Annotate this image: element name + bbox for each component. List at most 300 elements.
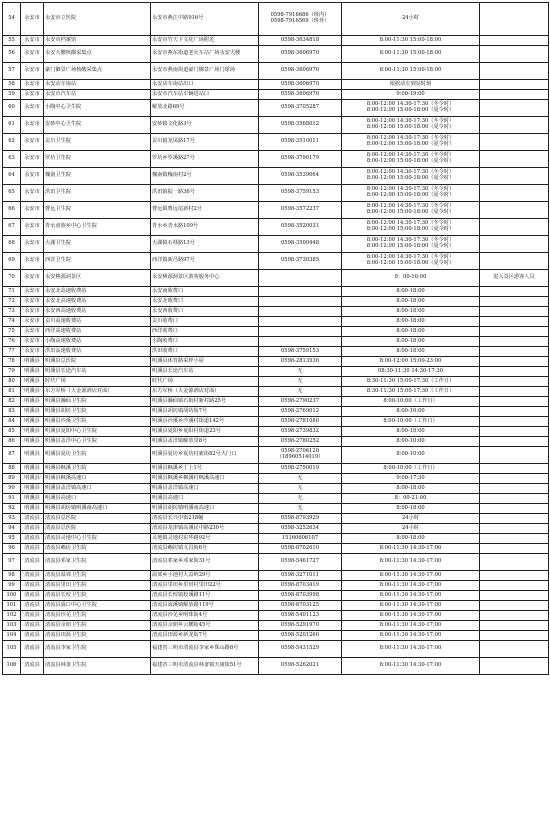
- address-cell: 永安西收费口: [151, 307, 259, 317]
- table-row: [3, 151, 549, 168]
- phone-cell: 0598-5401123: [259, 611, 342, 621]
- sites-table: [2, 2, 549, 675]
- phone-cell: 0598-3520031: [259, 219, 342, 236]
- note-cell: [480, 641, 549, 658]
- county-cell: 永安市: [21, 90, 44, 100]
- phone-cell: 无: [259, 484, 342, 494]
- hours-cell: 8:00-18:00: [342, 484, 480, 494]
- note-cell: [480, 464, 549, 474]
- site-name-cell: 永安大腰核酸采集点: [44, 46, 151, 63]
- phone-cell: 无: [259, 474, 342, 484]
- hours-cell: 24小时: [342, 514, 480, 524]
- row-number: 101: [3, 601, 21, 611]
- county-cell: 永安市: [21, 46, 44, 63]
- hours-cell: 8:00-11:30 14:30-17:00: [342, 611, 480, 621]
- table-row: [3, 63, 549, 80]
- row-number: 65: [3, 185, 21, 202]
- phone-cell: 0598-8703998: [259, 591, 342, 601]
- address-cell: 明溪县长途汽车站: [151, 367, 259, 377]
- note-cell: [480, 327, 549, 337]
- row-number: 98: [3, 571, 21, 581]
- hours-cell: 9:00-19:00: [342, 90, 480, 100]
- row-number: 70: [3, 270, 21, 287]
- address-cell: 东方军桥（大金源酒店对面）: [151, 387, 259, 397]
- site-name-cell: 清流县李家卫生院: [44, 641, 151, 658]
- county-cell: 清流县: [21, 591, 44, 601]
- site-name-cell: 清流县里田卫生院: [44, 581, 151, 591]
- phone-cell: 0598-2739832: [259, 427, 342, 437]
- hours-cell: 8:00-12:00 14:30-17:30（冬令时） 8:00-12:00 15:00-18:00（夏令时）: [342, 219, 480, 236]
- address-cell: 清流县赖坊镇文昌街6号: [151, 544, 259, 554]
- row-number: 57: [3, 63, 21, 80]
- note-cell: [480, 117, 549, 134]
- row-number: 84: [3, 417, 21, 427]
- row-number: 103: [3, 621, 21, 631]
- phone-cell: [259, 337, 342, 347]
- address-cell: 槐南镇槐南村2号: [151, 168, 259, 185]
- phone-cell: 0598-3500448: [259, 236, 342, 253]
- address-cell: 西洋收费口: [151, 327, 259, 337]
- row-number: 77: [3, 347, 21, 357]
- table-row: [3, 611, 549, 621]
- note-cell: [480, 90, 549, 100]
- site-name-cell: 洪田卫生院: [44, 185, 151, 202]
- table-row: [3, 202, 549, 219]
- site-name-cell: 永安市汽车站: [44, 90, 151, 100]
- row-number: 92: [3, 504, 21, 514]
- hours-cell: 8:00-10:00: [342, 437, 480, 447]
- address-cell: 明溪县盖洋镇解放里8号: [151, 437, 259, 447]
- site-name-cell: 永安市档案馆: [44, 36, 151, 46]
- county-cell: 永安市: [21, 185, 44, 202]
- table-row: [3, 168, 549, 185]
- county-cell: 清流县: [21, 544, 44, 554]
- note-cell: [480, 357, 549, 367]
- county-cell: 永安市: [21, 253, 44, 270]
- row-number: 105: [3, 641, 21, 658]
- hours-cell: 8:00-11:30 14:30-17:00: [342, 591, 480, 601]
- note-cell: [480, 307, 549, 317]
- address-cell: 明溪县高速口: [151, 494, 259, 504]
- table-row: [3, 484, 549, 494]
- phone-cell: 0598-3606970: [259, 80, 342, 90]
- address-cell: 清流县田源乡新龙街7号: [151, 631, 259, 641]
- note-cell: [480, 236, 549, 253]
- site-name-cell: 明溪县枫溪高速口: [44, 474, 151, 484]
- site-name-cell: 明溪县瀚仙卫生院: [44, 397, 151, 407]
- county-cell: 清流县: [21, 571, 44, 581]
- note-cell: [480, 504, 549, 514]
- table-row: [3, 387, 549, 397]
- county-cell: 清流县: [21, 621, 44, 631]
- table-row: [3, 641, 549, 658]
- hours-cell: 8:00-12:00 14:30-17:30（冬令时） 8:00-12:00 15:00-18:00（夏令时）: [342, 151, 480, 168]
- hours-cell: 8:00-11:30 14:30-17:00: [342, 621, 480, 631]
- county-cell: 明溪县: [21, 397, 44, 407]
- address-cell: 罗坊乡罗溪路27号: [151, 151, 259, 168]
- phone-cell: 0598-3568012: [259, 117, 342, 134]
- table-row: [3, 46, 549, 63]
- row-number: 61: [3, 117, 21, 134]
- site-name-cell: 清流县余朋卫生院: [44, 621, 151, 631]
- address-cell: 明溪县枫溪乡丁上1号: [151, 464, 259, 474]
- row-number: 56: [3, 46, 21, 63]
- hours-cell: 8:00-10:00（工作日）: [342, 464, 480, 474]
- table-row: [3, 90, 549, 100]
- row-number: 88: [3, 464, 21, 474]
- row-number: 82: [3, 397, 21, 407]
- address-cell: 解放北路69号: [151, 100, 259, 117]
- table-row: [3, 347, 549, 357]
- row-number: 58: [3, 80, 21, 90]
- table-body: [3, 3, 549, 675]
- address-cell: 明溪县胡坊镇胡坊街7号: [151, 407, 259, 417]
- address-cell: 小陶收费口: [151, 337, 259, 347]
- county-cell: 永安市: [21, 117, 44, 134]
- county-cell: 清流县: [21, 554, 44, 571]
- row-number: 64: [3, 168, 21, 185]
- row-number: 85: [3, 427, 21, 437]
- phone-cell: 0598-3606970: [259, 63, 342, 80]
- hours-cell: 8:00-18:00: [342, 327, 480, 337]
- table-row: [3, 80, 549, 90]
- note-cell: [480, 185, 549, 202]
- note-cell: [480, 484, 549, 494]
- county-cell: 永安市: [21, 287, 44, 297]
- county-cell: 明溪县: [21, 464, 44, 474]
- county-cell: 清流县: [21, 514, 44, 524]
- county-cell: 清流县: [21, 581, 44, 591]
- site-name-cell: 明溪县总医院: [44, 357, 151, 367]
- address-cell: 福建省三明市清流县林畲镇天康街51号: [151, 658, 259, 675]
- hours-cell: 8:00-11:30 14:30-17:00: [342, 544, 480, 554]
- phone-cell: 0598-2769012: [259, 407, 342, 417]
- address-cell: 安砂镇文化路3号: [151, 117, 259, 134]
- site-name-cell: 明溪县胡坊卫生院: [44, 407, 151, 417]
- row-number: 106: [3, 658, 21, 675]
- site-name-cell: 清流县嵩口中心卫生院: [44, 601, 151, 611]
- address-cell: 永安市竹天下文化广场附近: [151, 36, 259, 46]
- county-cell: 明溪县: [21, 437, 44, 447]
- site-name-cell: 明溪县枫溪卫生院: [44, 464, 151, 474]
- table-row: [3, 571, 549, 581]
- site-name-cell: 豪门御景广场核酸采集点: [44, 63, 151, 80]
- address-cell: 清流县里田乡里田村里田22号: [151, 581, 259, 591]
- county-cell: 永安市: [21, 317, 44, 327]
- row-number: 94: [3, 524, 21, 534]
- phone-cell: 0598-2706120（18960514019）: [259, 447, 342, 464]
- county-cell: 永安市: [21, 347, 44, 357]
- hours-cell: 8:30-11:30 15:00-17:30（工作日）: [342, 387, 480, 397]
- phone-cell: 0598-8703419: [259, 581, 342, 591]
- row-number: 68: [3, 236, 21, 253]
- phone-cell: 无: [259, 377, 342, 387]
- table-row: [3, 317, 549, 327]
- site-name-cell: 贡川高速收费站: [44, 317, 151, 327]
- table-row: [3, 397, 549, 407]
- site-name-cell: 永安桃源洞景区: [44, 270, 151, 287]
- site-name-cell: 洪田高速收费站: [44, 347, 151, 357]
- hours-cell: 8:00-11:30 15:00-18:00: [342, 63, 480, 80]
- table-row: [3, 621, 549, 631]
- row-number: 62: [3, 134, 21, 151]
- site-name-cell: 明溪县盖洋镇高速口: [44, 484, 151, 494]
- site-name-cell: 大湖卫生院: [44, 236, 151, 253]
- row-number: 76: [3, 337, 21, 347]
- site-name-cell: 小陶中心卫生院: [44, 100, 151, 117]
- county-cell: 永安市: [21, 151, 44, 168]
- site-name-cell: 时代广场: [44, 377, 151, 387]
- address-cell: 永安北收费口: [151, 297, 259, 307]
- phone-cell: 0598-3252634: [259, 524, 342, 534]
- note-cell: [480, 407, 549, 417]
- table-row: [3, 134, 549, 151]
- address-cell: 清流县长校镇校溪路11号: [151, 591, 259, 601]
- site-name-cell: 罗坊卫生院: [44, 151, 151, 168]
- phone-cell: 0598-2750019: [259, 464, 342, 474]
- address-cell: 明溪县枫溪乡枫溪村枫溪高速口: [151, 474, 259, 484]
- row-number: 72: [3, 297, 21, 307]
- note-cell: [480, 151, 549, 168]
- county-cell: 明溪县: [21, 377, 44, 387]
- county-cell: 清流县: [21, 641, 44, 658]
- address-cell: 时代广场: [151, 377, 259, 387]
- hours-cell: 8:00-18:00: [342, 504, 480, 514]
- address-cell: 永安南收费口: [151, 287, 259, 297]
- site-name-cell: 槐南卫生院: [44, 168, 151, 185]
- note-cell: [480, 397, 549, 407]
- county-cell: 永安市: [21, 168, 44, 185]
- county-cell: 明溪县: [21, 367, 44, 377]
- phone-cell: 0598-3790179: [259, 151, 342, 168]
- address-cell: 明溪县胡坊镇明溪南高速口: [151, 504, 259, 514]
- row-number: 91: [3, 494, 21, 504]
- hours-cell: 8：00-21:00: [342, 494, 480, 504]
- phone-cell: 无: [259, 504, 342, 514]
- address-cell: 洪田镇振一路36号: [151, 185, 259, 202]
- table-row: [3, 524, 549, 534]
- hours-cell: 8:00-10:00（工作日）: [342, 417, 480, 427]
- row-number: 99: [3, 581, 21, 591]
- phone-cell: 0598-2780252: [259, 437, 342, 447]
- site-name-cell: 贡川卫生院: [44, 134, 151, 151]
- county-cell: 清流县: [21, 611, 44, 621]
- site-name-cell: 清流县沙芜卫生院: [44, 611, 151, 621]
- phone-cell: 0598-5461727: [259, 554, 342, 571]
- table-row: [3, 307, 549, 317]
- note-cell: [480, 253, 549, 270]
- address-cell: 永安市燕南街道豪门御景广场门球场: [151, 63, 259, 80]
- row-number: 104: [3, 631, 21, 641]
- hours-cell: 8:00-18:00: [342, 317, 480, 327]
- row-number: 75: [3, 327, 21, 337]
- address-cell: 明溪县瀚仙镇石街村新村路25号: [151, 397, 259, 407]
- county-cell: 永安市: [21, 3, 44, 36]
- table-row: [3, 367, 549, 377]
- county-cell: 永安市: [21, 219, 44, 236]
- county-cell: 明溪县: [21, 387, 44, 397]
- phone-cell: 0598-8702610: [259, 544, 342, 554]
- hours-cell: 8:00-12:00 15:00-23:00: [342, 357, 480, 367]
- hours-cell: 8:00-18:00: [342, 347, 480, 357]
- phone-cell: 0598-2813536: [259, 357, 342, 367]
- note-cell: [480, 377, 549, 387]
- note-cell: [480, 591, 549, 601]
- note-cell: [480, 202, 549, 219]
- phone-cell: [259, 327, 342, 337]
- hours-cell: 9：00-16:00: [342, 270, 480, 287]
- note-cell: 进入景区游客人员: [480, 270, 549, 287]
- table-row: [3, 447, 549, 464]
- table-row: [3, 658, 549, 675]
- site-name-cell: 西洋高速收费站: [44, 327, 151, 337]
- phone-cell: 0598-3510011: [259, 134, 342, 151]
- note-cell: [480, 3, 549, 36]
- phone-cell: 0598-2790237: [259, 397, 342, 407]
- county-cell: 永安市: [21, 297, 44, 307]
- hours-cell: 8:00-12:00 14:30-17:30（冬令时） 8:00-12:00 15:00-18:00（夏令时）: [342, 253, 480, 270]
- county-cell: 明溪县: [21, 447, 44, 464]
- hours-cell: 8:00-12:00 14:30-17:30（冬令时） 8:00-12:00 15:00-18:00（夏令时）: [342, 117, 480, 134]
- county-cell: 永安市: [21, 80, 44, 90]
- county-cell: 明溪县: [21, 494, 44, 504]
- note-cell: [480, 297, 549, 307]
- phone-cell: [259, 317, 342, 327]
- site-name-cell: 清流县赖坊卫生院: [44, 544, 151, 554]
- phone-cell: [259, 270, 342, 287]
- hours-cell: 根据动车到站时刻: [342, 80, 480, 90]
- address-cell: 福建省三明市清流县李家乡珠山路8号: [151, 641, 259, 658]
- address-cell: 永安桃源洞景区游客服务中心: [151, 270, 259, 287]
- phone-cell: 0598-8793929: [259, 514, 342, 524]
- table-row: [3, 36, 549, 46]
- site-name-cell: 曹远卫生院: [44, 202, 151, 219]
- address-cell: 永安市燕东街道老火车站广场永安大腰: [151, 46, 259, 63]
- table-row: [3, 117, 549, 134]
- note-cell: [480, 581, 549, 591]
- note-cell: [480, 100, 549, 117]
- address-cell: 清流县龙津镇高溪民中路230号: [151, 524, 259, 534]
- phone-cell: 0598-8703125: [259, 601, 342, 611]
- address-cell: 清流县嵩溪镇解放路119号: [151, 601, 259, 611]
- hours-cell: 8:00-10:00: [342, 447, 480, 464]
- site-name-cell: 清流县灵地中心卫生院: [44, 534, 151, 544]
- hours-cell: 8:00-11:30 14:30-17:00: [342, 641, 480, 658]
- note-cell: [480, 554, 549, 571]
- hours-cell: 8:00-10:00: [342, 407, 480, 417]
- table-row: [3, 417, 549, 427]
- site-name-cell: 明溪县夏阳中心卫生院: [44, 427, 151, 437]
- row-number: 54: [3, 3, 21, 36]
- table-row: [3, 544, 549, 554]
- county-cell: 明溪县: [21, 484, 44, 494]
- address-cell: 洪田收费口: [151, 347, 259, 357]
- note-cell: [480, 524, 549, 534]
- row-number: 86: [3, 437, 21, 447]
- table-row: [3, 3, 549, 36]
- address-cell: 贡川镇龙凤路17号: [151, 134, 259, 151]
- phone-cell: [259, 287, 342, 297]
- note-cell: [480, 134, 549, 151]
- note-cell: [480, 631, 549, 641]
- note-cell: [480, 427, 549, 437]
- phone-cell: 0598-3606970: [259, 90, 342, 100]
- table-row: [3, 236, 549, 253]
- note-cell: [480, 621, 549, 631]
- note-cell: [480, 658, 549, 675]
- county-cell: 明溪县: [21, 474, 44, 484]
- county-cell: 永安市: [21, 236, 44, 253]
- phone-cell: 0598-3572237: [259, 202, 342, 219]
- row-number: 79: [3, 367, 21, 377]
- table-row: [3, 554, 549, 571]
- table-row: [3, 504, 549, 514]
- county-cell: 永安市: [21, 134, 44, 151]
- site-name-cell: 清流县总医院: [44, 524, 151, 534]
- phone-cell: 0598-5291970: [259, 621, 342, 631]
- hours-cell: 24小时: [342, 3, 480, 36]
- site-name-cell: 西洋卫生院: [44, 253, 151, 270]
- phone-cell: 0598-3759153: [259, 185, 342, 202]
- row-number: 100: [3, 591, 21, 601]
- row-number: 97: [3, 554, 21, 571]
- hours-cell: 9:00-17:30: [342, 474, 480, 484]
- row-number: 73: [3, 307, 21, 317]
- site-name-cell: 清流县长校卫生院: [44, 591, 151, 601]
- site-name-cell: 清流县总医院: [44, 514, 151, 524]
- phone-cell: 无: [259, 367, 342, 377]
- table-row: [3, 337, 549, 347]
- table-row: [3, 534, 549, 544]
- phone-cell: 0598-3271011: [259, 571, 342, 581]
- note-cell: [480, 347, 549, 357]
- county-cell: 永安市: [21, 307, 44, 317]
- row-number: 63: [3, 151, 21, 168]
- hours-cell: 8:00-11:30 15:00-18:00: [342, 36, 480, 46]
- county-cell: 永安市: [21, 100, 44, 117]
- note-cell: [480, 317, 549, 327]
- table-row: [3, 357, 549, 367]
- row-number: 71: [3, 287, 21, 297]
- row-number: 80: [3, 377, 21, 387]
- table-row: [3, 270, 549, 287]
- address-cell: 明溪县沙溪乡沙溪村街道142号: [151, 417, 259, 427]
- row-number: 83: [3, 407, 21, 417]
- address-cell: 明溪县体育路采样小屋: [151, 357, 259, 367]
- note-cell: [480, 514, 549, 524]
- site-name-cell: 东方军桥（大金源酒店对面）: [44, 387, 151, 397]
- site-name-cell: 清流县田源卫生院: [44, 631, 151, 641]
- address-cell: 灵地镇灵地村东华路92号: [151, 534, 259, 544]
- address-cell: 清流县余朋乡云鹏街45号: [151, 621, 259, 631]
- phone-cell: [259, 297, 342, 307]
- phone-cell: [259, 307, 342, 317]
- phone-cell: 无: [259, 494, 342, 504]
- row-number: 89: [3, 474, 21, 484]
- table-row: [3, 253, 549, 270]
- note-cell: [480, 80, 549, 90]
- note-cell: [480, 571, 549, 581]
- table-row: [3, 427, 549, 437]
- address-cell: 明溪县盖洋镇高速口: [151, 484, 259, 494]
- address-cell: 明溪县夏阳乡夏阳村街道23号: [151, 427, 259, 437]
- table-row: [3, 514, 549, 524]
- phone-cell: 0598-5201260: [259, 631, 342, 641]
- hours-cell: 8:00-18:00: [342, 534, 480, 544]
- address-cell: 贡川收费口: [151, 317, 259, 327]
- hours-cell: 8:00-11:30 14:30-17:00: [342, 581, 480, 591]
- address-cell: 西洋镇新昌路97号: [151, 253, 259, 270]
